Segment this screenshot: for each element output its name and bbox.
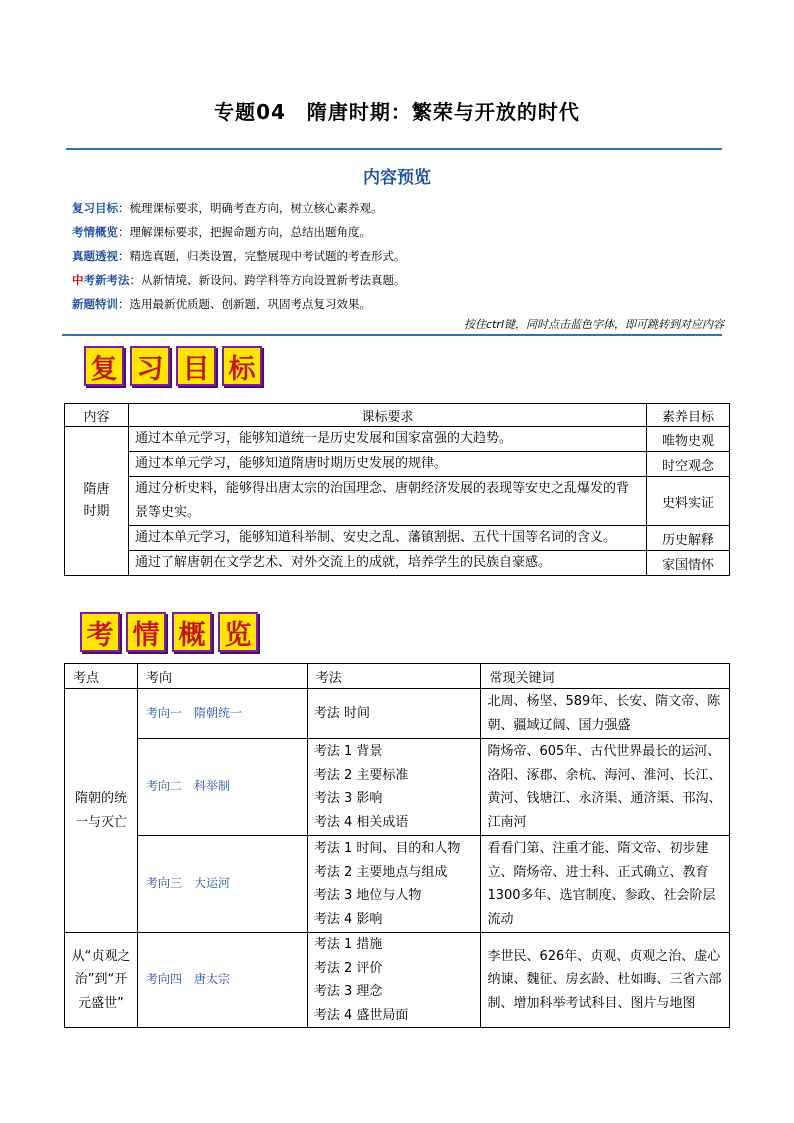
- exam-point-cell: 从“贞观之治”到“开元盛世”: [65, 933, 138, 1028]
- intro-key[interactable]: [72, 273, 130, 287]
- method-cell: [307, 933, 481, 1028]
- intro-item-new-methods[interactable]: [72, 268, 732, 292]
- method-item: 考法 1 背景: [313, 744, 383, 759]
- keywords-cell: 隋炀帝、605年、古代世界最长的运河、洛阳、涿郡、余杭、海河、淮河、长江、黄河、钱塘江、永济渠、通济渠、邗沟、江南河: [481, 739, 730, 836]
- banner-char: 概: [172, 612, 212, 652]
- page-title: 专题04 隋唐时期：繁荣与开放的时代: [214, 100, 580, 124]
- direction-link[interactable]: 考向四 唐太宗: [137, 933, 307, 1028]
- method-item: 考法 2 评价: [313, 960, 383, 976]
- keywords-cell: 李世民、626年、贞观、贞观之治、虚心纳谏、魏征、房玄龄、杜如晦、三省六部制、增加科举考试科目、图片与地图: [481, 933, 730, 1028]
- method-item: 考法 3 理念: [313, 984, 383, 999]
- literacy-cell: 史料实证: [647, 477, 730, 526]
- intro-key[interactable]: 复习目标: [72, 201, 118, 215]
- table-header-row: [65, 404, 730, 427]
- standard-cell: 通过了解唐朝在文学艺术、对外交流上的成就，培养学生的民族自豪感。: [128, 551, 646, 576]
- method-item: 考法 4 影响: [313, 911, 383, 927]
- exam-overview-table: [64, 663, 730, 1028]
- intro-item-review-goals[interactable]: [72, 196, 732, 220]
- intro-text: ：从新情境、新设问、跨学科等方向设置新考法真题。: [129, 273, 406, 287]
- col-header-direction: 考向: [137, 664, 307, 689]
- intro-text: ：选用最新优质题、创新题，巩固考点复习效果。: [118, 297, 371, 311]
- method-item: 考法 时间: [313, 705, 370, 721]
- intro-text: ：梳理课标要求，明确考查方向，树立核心素养观。: [118, 201, 383, 215]
- ctrl-click-hint: 按住ctrl键，同时点击蓝色字体，即可跳转到对应内容: [464, 318, 724, 331]
- intro-key[interactable]: 新题特训: [72, 297, 118, 311]
- banner-char: 习: [130, 346, 170, 386]
- col-header-content: 内容: [65, 404, 129, 427]
- col-header-point: 考点: [65, 664, 138, 689]
- literacy-cell: 历史解释: [647, 526, 730, 551]
- method-item: 考法 1 时间、目的和人物: [313, 841, 461, 856]
- intro-item-new-training[interactable]: [72, 292, 732, 316]
- method-item: 考法 3 地位与人物: [313, 888, 422, 903]
- standard-cell: 通过本单元学习，能够知道统一是历史发展和国家富强的大趋势。: [128, 427, 646, 452]
- direction-link[interactable]: 考向三 大运河: [137, 836, 307, 933]
- intro-text: ：理解课标要求，把握命题方向，总结出题角度。: [118, 225, 371, 239]
- method-item: 考法 1 措施: [313, 937, 383, 952]
- method-item: 考法 2 主要标准: [313, 767, 409, 783]
- intro-key-red-char: 中: [72, 273, 84, 287]
- col-header-keywords: 常现关键词: [481, 664, 730, 689]
- keywords-cell: 看看门第、注重才能、隋文帝、初步建立、隋炀帝、进士科、正式确立、教育1300多年、选官制度、参政、社会阶层流动: [481, 836, 730, 933]
- standard-cell: 通过分析史料，能够得出唐太宗的治国理念、唐朝经济发展的表现等安史之乱爆发的背景等史实。: [128, 477, 646, 526]
- literacy-cell: 家国情怀: [647, 551, 730, 576]
- period-cell: 隋唐时期: [65, 427, 129, 576]
- table-row: [65, 836, 730, 933]
- table-row: [65, 526, 730, 551]
- intro-list: [72, 196, 732, 316]
- review-goals-table: [64, 403, 730, 576]
- col-header-standards: 课标要求: [128, 404, 646, 427]
- banner-exam-overview: [80, 612, 258, 652]
- literacy-cell: 唯物史观: [647, 427, 730, 452]
- intro-key-rest: 考新考法: [83, 273, 130, 287]
- table-row: [65, 452, 730, 477]
- method-item: 考法 4 盛世局面: [313, 1007, 409, 1023]
- intro-key[interactable]: 真题透视: [72, 249, 118, 263]
- divider-top: [66, 148, 722, 150]
- standard-cell: 通过本单元学习，能够知道隋唐时期历史发展的规律。: [128, 452, 646, 477]
- method-cell: [307, 836, 481, 933]
- table-row: [65, 933, 730, 1028]
- table-row: [65, 689, 730, 739]
- table-row: [65, 427, 730, 452]
- intro-item-exam-overview[interactable]: [72, 220, 732, 244]
- keywords-cell: 北周、杨坚、589年、长安、隋文帝、陈朝、疆域辽阔、国力强盛: [481, 689, 730, 739]
- direction-link[interactable]: 考向二 科举制: [137, 739, 307, 836]
- col-header-literacy: 素养目标: [647, 404, 730, 427]
- banner-char: 考: [80, 612, 120, 652]
- banner-char: 情: [126, 612, 166, 652]
- banner-char: 标: [222, 346, 262, 386]
- method-item: 考法 3 影响: [313, 791, 383, 806]
- banner-char: 目: [176, 346, 216, 386]
- banner-char: 览: [218, 612, 258, 652]
- literacy-cell: 时空观念: [647, 452, 730, 477]
- banner-char: 复: [84, 346, 124, 386]
- table-row: [65, 739, 730, 836]
- standard-cell: 通过本单元学习，能够知道科举制、安史之乱、藩镇割据、五代十国等名词的含义。: [128, 526, 646, 551]
- method-cell: [307, 739, 481, 836]
- method-cell: [307, 689, 481, 739]
- col-header-method: 考法: [307, 664, 481, 689]
- table-row: [65, 477, 730, 526]
- intro-key[interactable]: 考情概览: [72, 225, 118, 239]
- method-item: 考法 2 主要地点与组成: [313, 864, 448, 880]
- divider-bottom: [62, 334, 722, 336]
- banner-review-goals: [84, 346, 262, 386]
- preview-title: 内容预览: [363, 168, 431, 188]
- table-header-row: [65, 664, 730, 689]
- table-row: [65, 551, 730, 576]
- direction-link[interactable]: 考向一 隋朝统一: [137, 689, 307, 739]
- intro-text: ：精选真题，归类设置，完整展现中考试题的考查形式。: [118, 249, 406, 263]
- intro-item-real-questions[interactable]: [72, 244, 732, 268]
- method-item: 考法 4 相关成语: [313, 814, 409, 830]
- exam-point-cell: 隋朝的统一与灭亡: [65, 689, 138, 933]
